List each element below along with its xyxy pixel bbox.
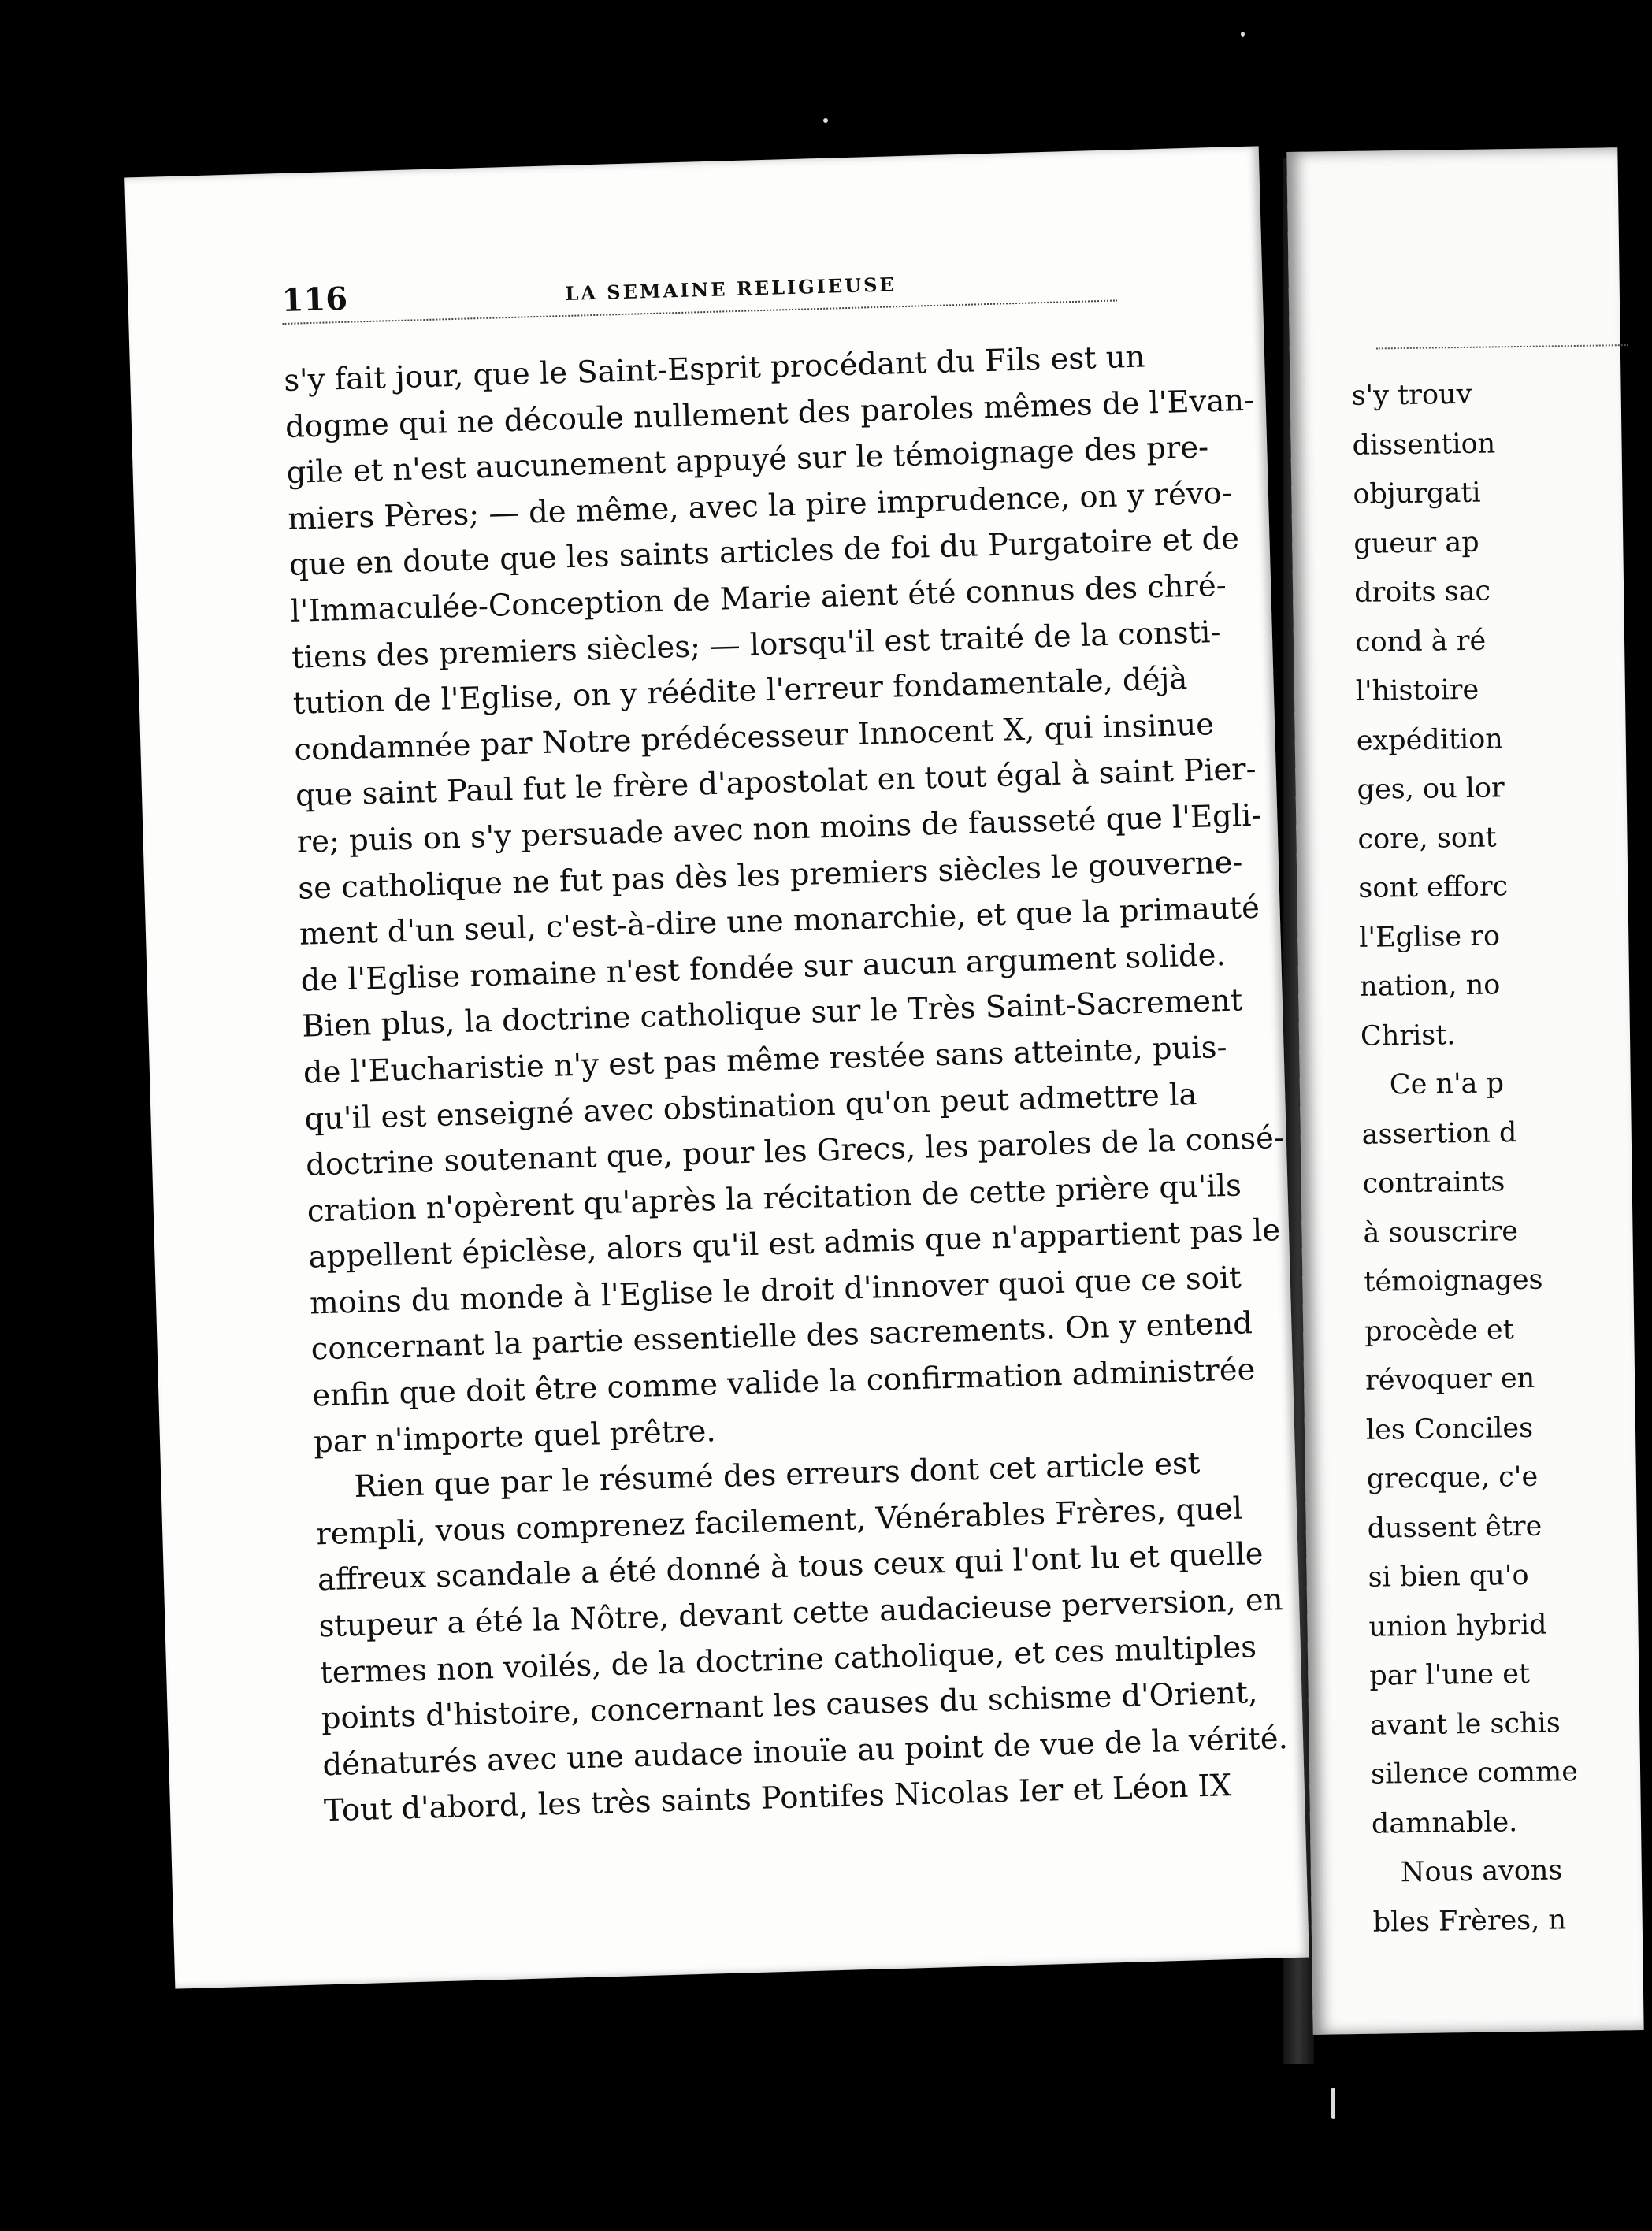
text-line: cond à ré bbox=[1354, 625, 1487, 659]
text-line: sont efforc bbox=[1358, 870, 1509, 904]
text-line: à souscrire bbox=[1363, 1215, 1519, 1249]
text-line: procède et bbox=[1364, 1313, 1515, 1348]
text-line: dogme qui ne découle nullement des paroles mêmes de l'Evan- bbox=[284, 382, 1255, 445]
text-line: dissention bbox=[1352, 427, 1496, 462]
text-line: si bien qu'o bbox=[1368, 1559, 1529, 1594]
text-line: termes non voilés, de la doctrine catholique, et ces multiples bbox=[319, 1628, 1257, 1691]
text-line: Christ. bbox=[1360, 1019, 1456, 1052]
text-line: Tout d'abord, les très saints Pontifes Nicolas Ier et Léon IX bbox=[323, 1768, 1232, 1829]
text-line: l'Eglise ro bbox=[1358, 919, 1501, 954]
text-line: core, sont bbox=[1357, 821, 1497, 856]
text-line: ges, ou lor bbox=[1357, 772, 1505, 806]
text-line: points d'histoire, concernant les causes du schisme d'Orient, bbox=[321, 1675, 1258, 1737]
running-title: LA SEMAINE RELIGIEUSE bbox=[565, 273, 897, 305]
page-number: 116 bbox=[280, 280, 348, 320]
text-line: nation, no bbox=[1359, 969, 1501, 1003]
text-line: Nous avons bbox=[1400, 1854, 1563, 1889]
text-line: les Conciles bbox=[1365, 1412, 1534, 1446]
text-line: gile et n'est aucunement appuyé sur le témoignage des pre- bbox=[286, 429, 1209, 492]
text-line: dussent être bbox=[1367, 1510, 1542, 1545]
text-line: gueur ap bbox=[1353, 526, 1479, 560]
right-page bbox=[1286, 147, 1643, 2035]
text-line: union hybrid bbox=[1368, 1609, 1547, 1643]
text-line: s'y trouv bbox=[1351, 378, 1472, 412]
text-line: Rien que par le résumé des erreurs dont cet article est bbox=[354, 1446, 1201, 1505]
text-line: Bien plus, la doctrine catholique sur le Très Saint-Sacrement bbox=[301, 982, 1243, 1045]
text-line: l'Immaculée-Conception de Marie aient été connus des chré- bbox=[290, 567, 1227, 629]
text-line: damnable. bbox=[1371, 1806, 1518, 1840]
text-line: concernant la partie essentielle des sacrements. On y entend bbox=[310, 1305, 1253, 1368]
left-page bbox=[124, 146, 1309, 1988]
text-line: objurgati bbox=[1353, 477, 1481, 510]
text-line: se catholique ne fut pas dès les premiers siècles le gouverne- bbox=[297, 844, 1243, 907]
text-line: de l'Eucharistie n'y est pas même restée sans atteinte, puis- bbox=[303, 1029, 1228, 1091]
running-head bbox=[281, 252, 1117, 325]
text-line: l'histoire bbox=[1355, 674, 1479, 707]
text-line: révoquer en bbox=[1364, 1362, 1535, 1397]
right-page-rule bbox=[1376, 344, 1628, 349]
text-line: Ce n'a p bbox=[1389, 1067, 1505, 1101]
text-line: avant le schis bbox=[1369, 1706, 1561, 1742]
text-line: que saint Paul fut le frère d'apostolat en tout égal à saint Pier- bbox=[295, 752, 1257, 815]
text-line: re; puis on s'y persuade avec non moins de fausseté que l'Egli- bbox=[296, 797, 1262, 860]
text-line: s'y fait jour, que le Saint-Esprit procédant du Fils est un bbox=[283, 339, 1145, 399]
text-line: miers Pères; — de même, avec la pire imprudence, on y révo- bbox=[287, 475, 1233, 537]
text-line: doctrine soutenant que, pour les Grecs, les paroles de la consé- bbox=[305, 1120, 1285, 1183]
text-line: droits sac bbox=[1353, 575, 1491, 609]
text-line: moins du monde à l'Eglise le droit d'innover quoi que ce soit bbox=[309, 1260, 1242, 1322]
text-line: expédition bbox=[1356, 722, 1504, 757]
text-line: rempli, vous comprenez facilement, Vénérables Frères, quel bbox=[315, 1490, 1243, 1553]
text-line: par l'une et bbox=[1369, 1657, 1531, 1692]
text-line: condamnée par Notre prédécesseur Innocent X, qui insinue bbox=[293, 706, 1215, 768]
text-line: appellent épiclèse, alors qu'il est admis que n'appartient pas le bbox=[307, 1212, 1281, 1275]
text-line: dénaturés avec une audace inouïe au point de vue de la vérité. bbox=[321, 1720, 1289, 1784]
text-line: enfin que doit être comme valide la confirmation administrée bbox=[311, 1352, 1256, 1414]
right-page-text bbox=[1351, 369, 1580, 1947]
scan-speck bbox=[823, 118, 828, 123]
text-line: qu'il est enseigné avec obstination qu'on peut admettre la bbox=[304, 1076, 1197, 1138]
text-line: témoignages bbox=[1364, 1264, 1543, 1298]
text-line: ment d'un seul, c'est-à-dire une monarchie, et que la primauté bbox=[299, 889, 1260, 952]
text-line: grecque, c'e bbox=[1366, 1461, 1539, 1495]
body-text bbox=[283, 335, 1289, 1835]
scan-speck bbox=[1331, 2088, 1335, 2119]
text-line: tution de l'Eglise, on y réédite l'erreur fondamentale, déjà bbox=[292, 661, 1188, 722]
text-line: par n'importe quel prêtre. bbox=[313, 1412, 717, 1461]
text-line: tiens des premiers siècles; — lorsqu'il est traité de la consti- bbox=[291, 614, 1221, 676]
text-line: affreux scandale a été donné à tous ceux qui l'ont lu et quelle bbox=[317, 1536, 1264, 1598]
text-line: stupeur a été la Nôtre, devant cette audacieuse perversion, en bbox=[317, 1582, 1284, 1645]
text-line: de l'Eglise romaine n'est fondée sur aucun argument solide. bbox=[300, 937, 1227, 999]
text-line: silence comme bbox=[1370, 1756, 1579, 1791]
text-line: assertion d bbox=[1361, 1116, 1517, 1151]
text-line: contraints bbox=[1362, 1166, 1505, 1200]
text-line: cration n'opèrent qu'après la récitation de cette prière qu'ils bbox=[306, 1167, 1242, 1230]
text-line: bles Frères, n bbox=[1372, 1903, 1567, 1939]
text-line: que en doute que les saints articles de foi du Purgatoire et de bbox=[288, 521, 1240, 584]
scan-speck bbox=[1241, 32, 1245, 37]
